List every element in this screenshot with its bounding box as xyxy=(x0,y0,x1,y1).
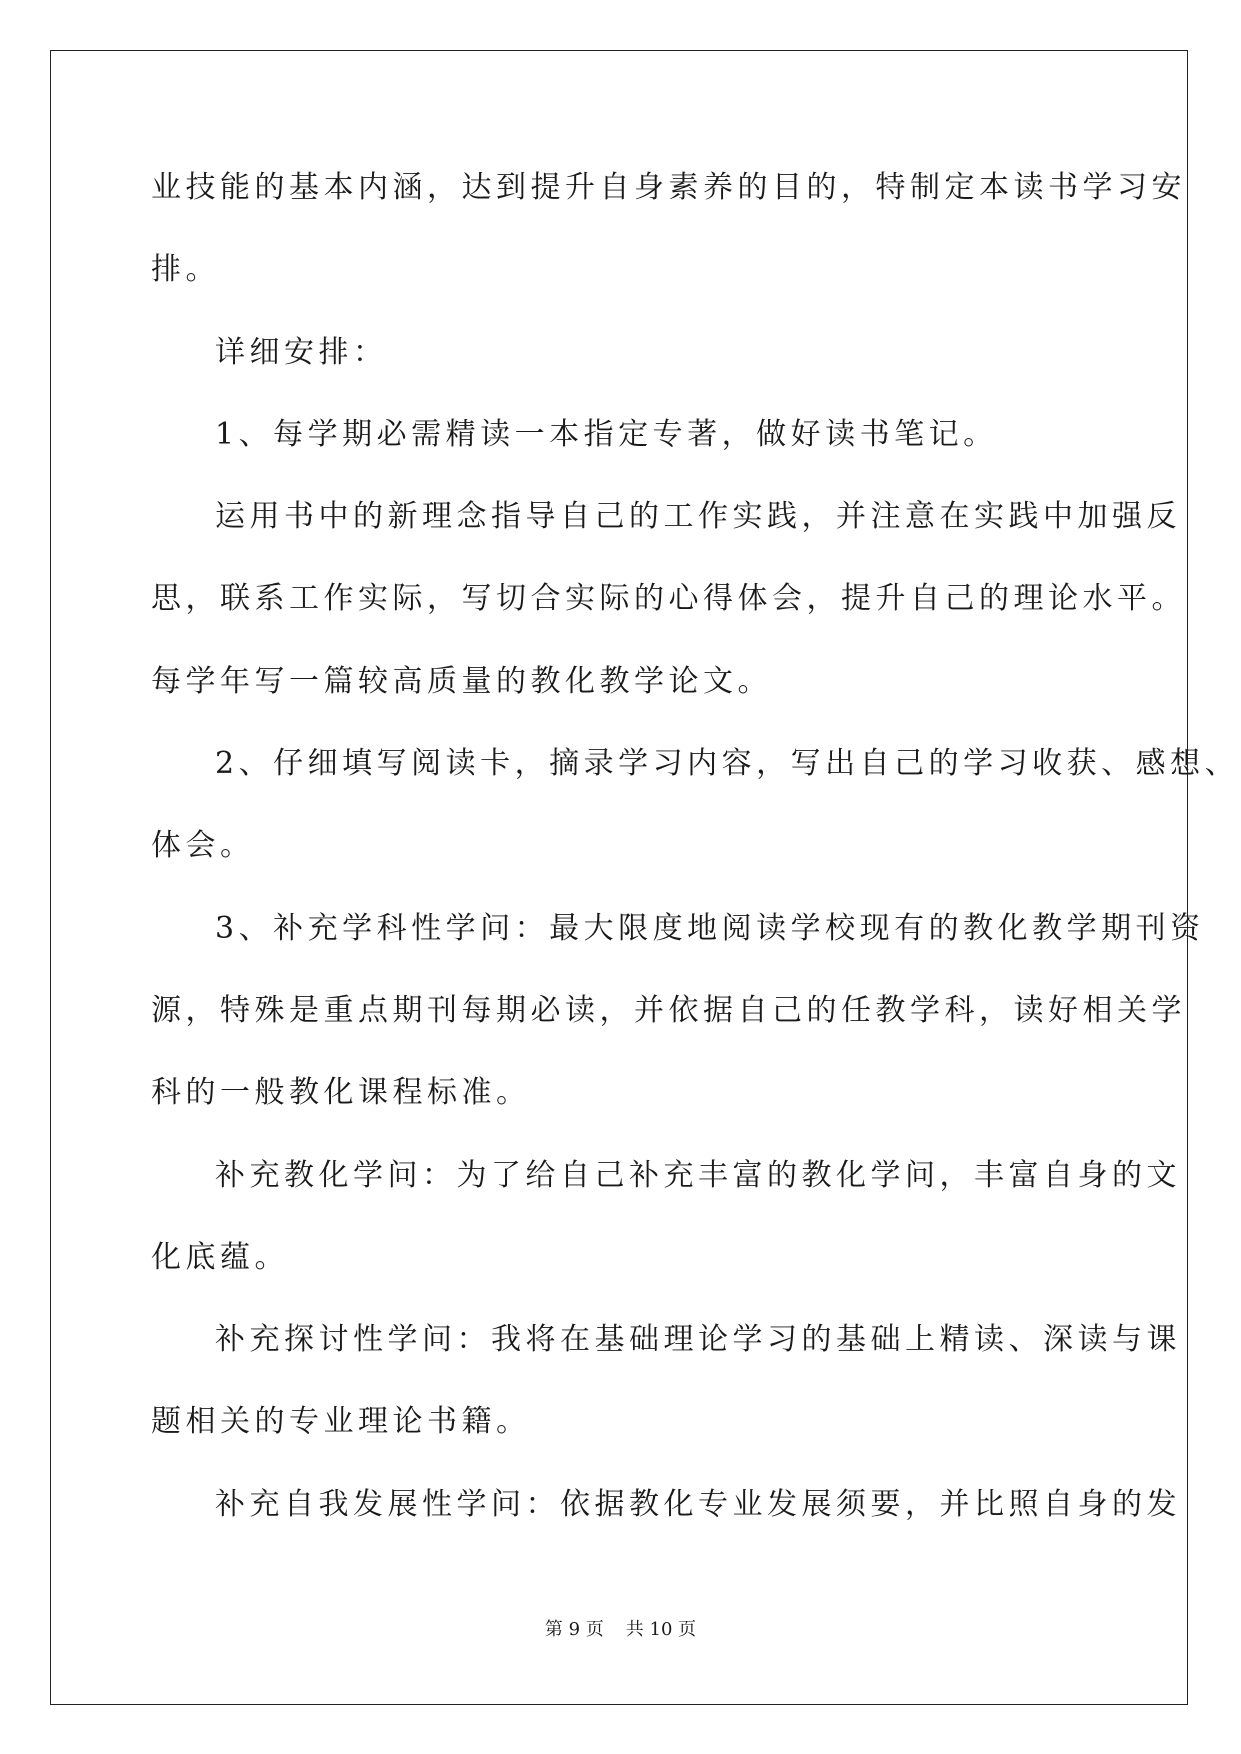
text-line: 每学年写一篇较高质量的教化教学论文。 xyxy=(151,663,772,699)
text-line: 化底蕴。 xyxy=(151,1239,289,1275)
page-total: 共 10 页 xyxy=(625,1619,697,1640)
text-line: 详细安排： xyxy=(215,334,388,370)
text-line: 运用书中的新理念指导自己的工作实践，并注意在实践中加强反 xyxy=(215,499,1181,535)
text-line: 3、补充学科性学问：最大限度地阅读学校现有的教化教学期刊资 xyxy=(215,910,1205,946)
page-number: 第 9 页 xyxy=(544,1619,604,1640)
text-line: 体会。 xyxy=(151,828,255,864)
text-line: 业技能的基本内涵，达到提升自身素养的目的，特制定本读书学习安 xyxy=(151,170,1186,205)
text-line: 补充探讨性学问：我将在基础理论学习的基础上精读、深读与课 xyxy=(215,1322,1181,1358)
text-line: 源，特殊是重点期刊每期必读，并依据自己的任教学科，读好相关学 xyxy=(151,992,1186,1028)
text-line: 2、仔细填写阅读卡，摘录学习内容，写出自己的学习收获、感想、 xyxy=(215,746,1240,782)
document-body xyxy=(151,158,1240,1557)
text-line: 补充教化学问：为了给自己补充丰富的教化学问，丰富自身的文 xyxy=(215,1157,1181,1193)
page-footer xyxy=(0,1618,1241,1642)
text-line: 补充自我发展性学问：依据教化专业发展须要，并比照自身的发 xyxy=(215,1486,1181,1522)
text-line: 题相关的专业理论书籍。 xyxy=(151,1404,531,1440)
text-line: 排。 xyxy=(151,252,220,288)
text-line: 思，联系工作实际，写切合实际的心得体会，提升自己的理论水平。 xyxy=(151,581,1186,617)
text-line: 科的一般教化课程标准。 xyxy=(151,1075,531,1111)
text-line: 1、每学期必需精读一本指定专著，做好读书笔记。 xyxy=(215,416,998,452)
